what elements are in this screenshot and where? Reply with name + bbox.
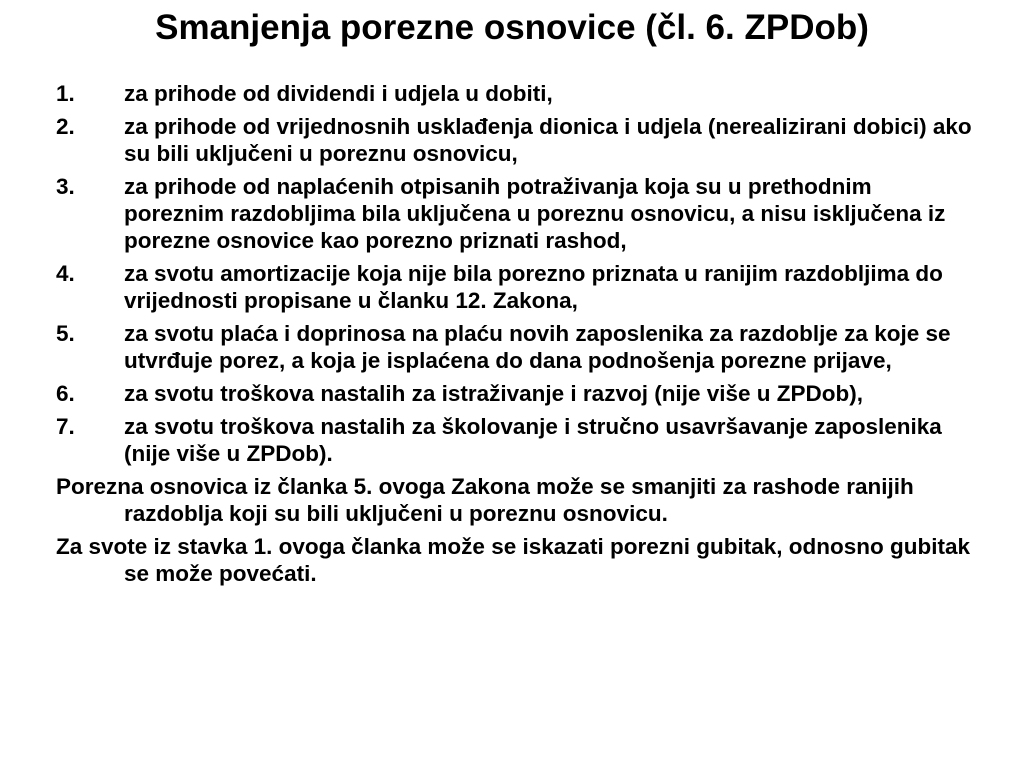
list-item-number: 1.: [56, 81, 75, 106]
paragraph-tax-base-reduction: Porezna osnovica iz članka 5. ovoga Zakona može se smanjiti za rashode ranijih razdoblja koji su bili uključeni u poreznu osnovicu.: [56, 474, 914, 526]
list-item-number: 3.: [56, 174, 75, 199]
list-item-number: 5.: [56, 321, 75, 346]
list-item-6: [56, 380, 976, 407]
list-item-text: za svotu troškova nastalih za školovanje i stručno usavršavanje zaposlenika (nije više u ZPDob).: [124, 414, 942, 466]
slide-content: [56, 80, 976, 593]
list-item-number: 7.: [56, 414, 75, 439]
list-item-number: 6.: [56, 381, 75, 406]
list-item-5: [56, 320, 976, 374]
paragraph-tax-loss: Za svote iz stavka 1. ovoga članka može se iskazati porezni gubitak, odnosno gubitak se može povećati.: [56, 534, 971, 586]
list-item-2: [56, 113, 976, 167]
list-item-number: 4.: [56, 261, 75, 286]
list-item-4: [56, 260, 976, 314]
list-item-number: 2.: [56, 114, 75, 139]
list-item-text: za svotu amortizacije koja nije bila porezno priznata u ranijim razdobljima do vrijednosti propisane u članku 12. Zakona,: [124, 261, 943, 313]
list-item-text: za prihode od naplaćenih otpisanih potraživanja koja su u prethodnim poreznim razdobljima bila uključena u poreznu osnovicu, a nisu isključena iz porezne osnovice kao porezno priznati rashod,: [124, 174, 946, 253]
list-item-text: za prihode od dividendi i udjela u dobiti,: [124, 81, 553, 106]
list-item-7: [56, 413, 976, 467]
slide-title: Smanjenja porezne osnovice (čl. 6. ZPDob): [155, 8, 869, 47]
list-item-text: za prihode od vrijednosnih usklađenja dionica i udjela (nerealizirani dobici) ako su bili uključeni u poreznu osnovicu,: [124, 114, 972, 166]
list-item-3: [56, 173, 976, 254]
list-item-1: [56, 80, 976, 107]
list-item-text: za svotu plaća i doprinosa na plaću novih zaposlenika za razdoblje za koje se utvrđuje porez, a koja je isplaćena do dana podnošenja porezne prijave,: [124, 321, 951, 373]
list-item-text: za svotu troškova nastalih za istraživanje i razvoj (nije više u ZPDob),: [124, 381, 863, 406]
